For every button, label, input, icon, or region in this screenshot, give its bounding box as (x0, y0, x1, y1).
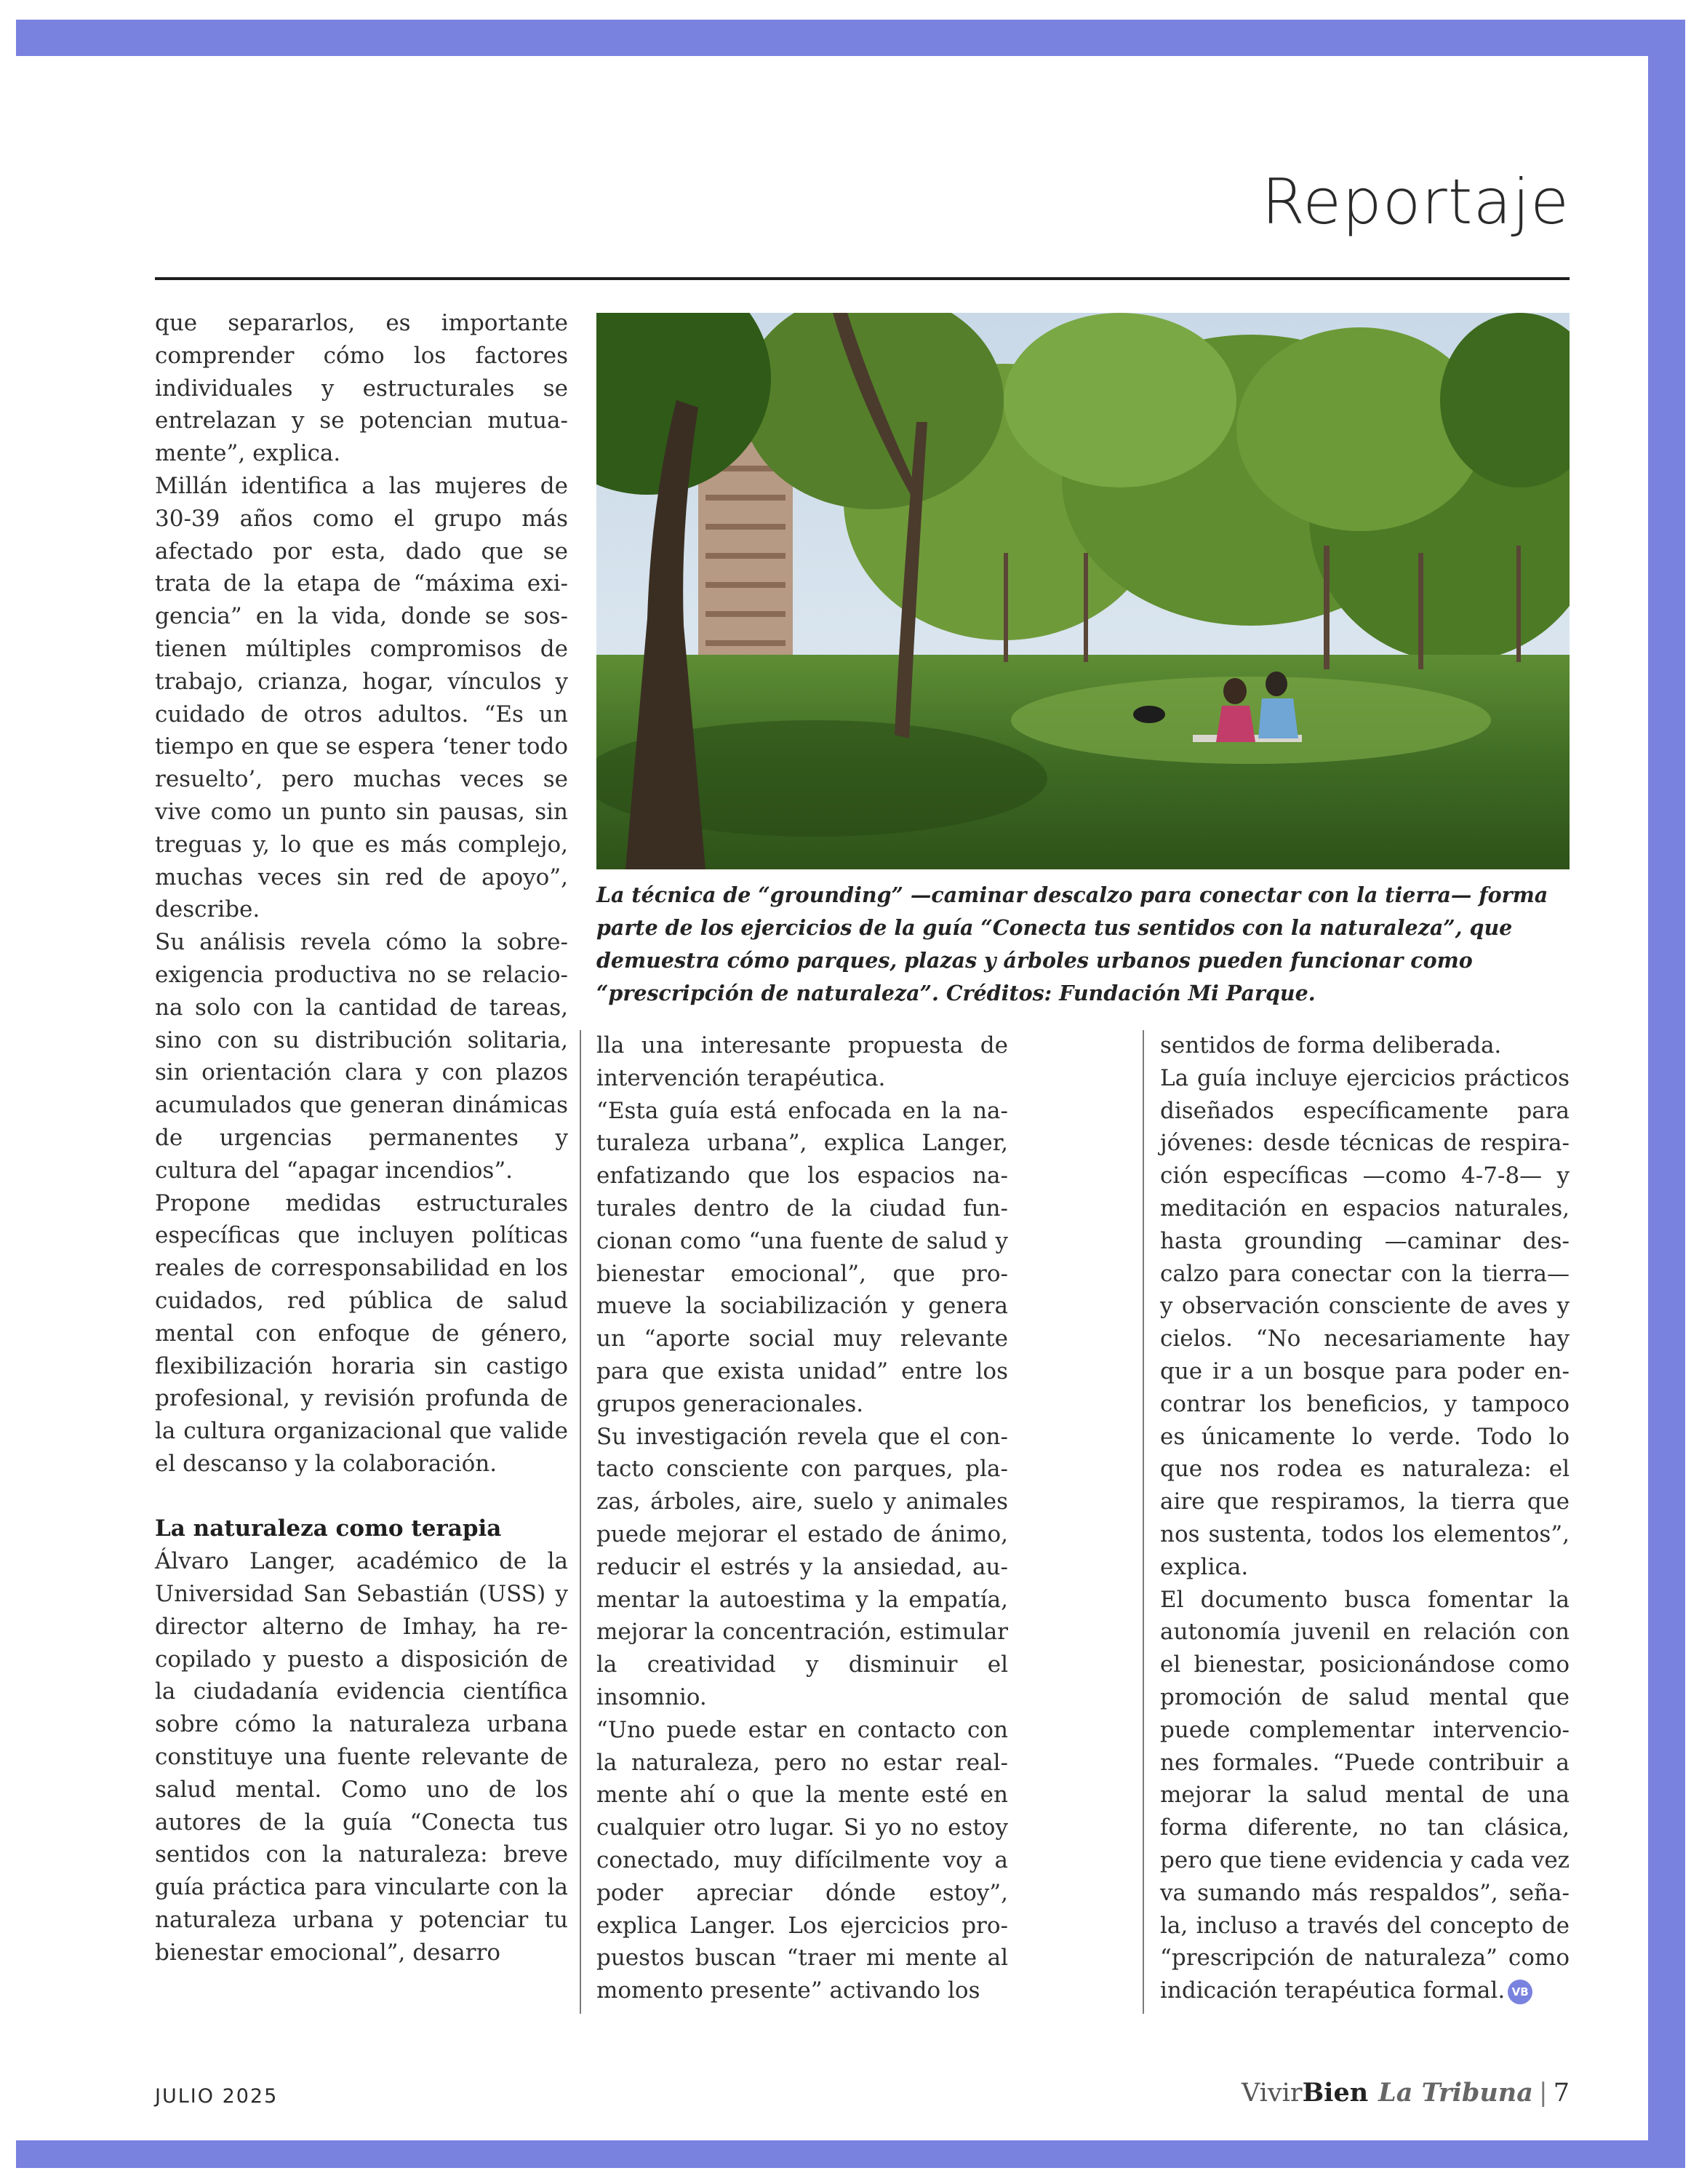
page-number: 7 (1553, 2079, 1570, 2108)
park-photo (596, 313, 1570, 869)
section-title: Reportaje (1261, 166, 1570, 239)
paragraph: Su investigación revela que el contacto consciente con parques, plazas, árboles, aire, suelo y animales puede mejorar el estado de ánimo, reducir el estrés y la ansiedad, aumentar la autoestima y la empatía, mejorar la concentración, estimular la creatividad y disminuir el insomnio. (596, 1423, 1008, 1710)
paragraph: sentidos de forma deliberada. (1160, 1032, 1502, 1059)
end-badge-icon: VB (1508, 1980, 1532, 2004)
footer-separator: | (1538, 2079, 1548, 2108)
paragraph: Millán identifica a las mujeres de 30-39 años como el grupo más afectado por esta, dado que se trata de la etapa de “máxima exigencia” en la vida, donde se sostienen múltiples compromisos de trabajo, crianza, hogar, vínculos y cuidado de otros adultos. “Es un tiempo en que se espera ‘tener todo resuelto’, pero muchas veces se vive como un punto sin pausas, sin treguas y, lo que es más complejo, muchas veces sin red de apoyo”, describe. (155, 472, 568, 923)
title-rule (155, 277, 1570, 280)
photo-caption: La técnica de “grounding” —caminar descalzo para conectar con la tierra— forma parte de los ejercicios de la guía “Conecta tus sentidos con la naturaleza”, que demuestra cómo parques, plazas y árboles urbanos pueden funcionar como “prescripción de naturaleza”. Créditos: Fundación Mi Parque. (596, 882, 1548, 1005)
footer-brand (1242, 2078, 1570, 2108)
paragraph-final-text: El documento busca fomentar la autonomía juvenil en relación con el bienestar, posicionándose como promoción de salud mental que puede complementar intervenciones formales. “Puede contribuir a mejorar la salud mental de una forma diferente, no tan clásica, pero que tiene evidencia y cada vez va sumando más respaldos”, señala, incluso a través del concepto de “prescripción de naturaleza” como indicación terapéutica formal. (1160, 1586, 1570, 2004)
paragraph: que separarlos, es importante comprender cómo los factores individuales y estructurales se entrelazan y se potencian mutuamente”, explica. (155, 310, 568, 467)
article-column-2 (596, 1029, 1008, 2007)
brand-tribuna-logo: La Tribuna (1378, 2078, 1533, 2108)
page-frame-right (1648, 20, 1685, 2168)
page-frame-bottom (16, 2140, 1685, 2168)
brand-vivir: Vivir (1242, 2079, 1303, 2108)
page-frame-top (16, 20, 1685, 56)
paragraph-final (1160, 1584, 1570, 2007)
subheading: La naturaleza como terapia (155, 1515, 502, 1542)
article-column-1 (155, 307, 568, 1969)
paragraph: Su análisis revela cómo la sobreexigencia productiva no se relaciona solo con la cantidad de tareas, sino con su distribución solitaria, sin orientación clara y con plazos acumulados que generan dinámicas de urgencias permanentes y cultura del “apagar incendios”. (155, 929, 568, 1184)
paragraph: Álvaro Langer, académico de la Universidad San Sebastián (USS) y director alterno de Imhay, ha recopilado y puesto a disposición de la ciudadanía evidencia científica sobre cómo la naturaleza urbana constituye una fuente relevante de salud mental. Como uno de los autores de la guía “Conecta tus sentidos con la naturaleza: breve guía práctica para vincularte con la naturaleza urbana y potenciar tu bienestar emocional”, desarro (155, 1548, 568, 1966)
paragraph: lla una interesante propuesta de intervención terapéutica. (596, 1032, 1008, 1091)
article-column-3 (1160, 1029, 1570, 2007)
park-photo-illustration (596, 313, 1570, 869)
column-divider (580, 1030, 581, 2014)
brand-bien: Bien (1302, 2078, 1369, 2108)
paragraph: “Esta guía está enfocada en la naturaleza urbana”, explica Langer, enfatizando que los espacios naturales dentro de la ciudad funcionan como “una fuente de salud y bienestar emocional”, que promueve la sociabilización y genera un “aporte social muy relevante para que exista unidad” entre los grupos generacionales. (596, 1097, 1008, 1417)
footer-date: JULIO 2025 (155, 2085, 279, 2108)
paragraph: Propone medidas estructurales específicas que incluyen políticas reales de corresponsabilidad en los cuidados, red pública de salud mental con enfoque de género, flexibilización horaria sin castigo profesional, y revisión profunda de la cultura organizacional que valide el descanso y la colaboración. (155, 1189, 568, 1477)
paragraph: “Uno puede estar en contacto con la naturaleza, pero no estar realmente ahí o que la mente esté en cualquier otro lugar. Si yo no estoy conectado, muy difícilmente voy a poder apreciar dónde estoy”, explica Langer. Los ejercicios propuestos buscan “traer mi mente al momento presente” activando los (596, 1716, 1008, 2004)
paragraph: La guía incluye ejercicios prácticos diseñados específicamente para jóvenes: desde técnicas de respiración específicas —como 4-7-8— y meditación en espacios naturales, hasta grounding —caminar descalzo para conectar con la tierra— y observación consciente de aves y cielos. “No necesariamente hay que ir a un bosque para poder encontrar los beneficios, y tampoco es únicamente lo verde. Todo lo que nos rodea es naturaleza: el aire que respiramos, la tierra que nos sustenta, todos los elementos”, explica. (1160, 1064, 1570, 1580)
column-divider (1143, 1030, 1144, 2014)
